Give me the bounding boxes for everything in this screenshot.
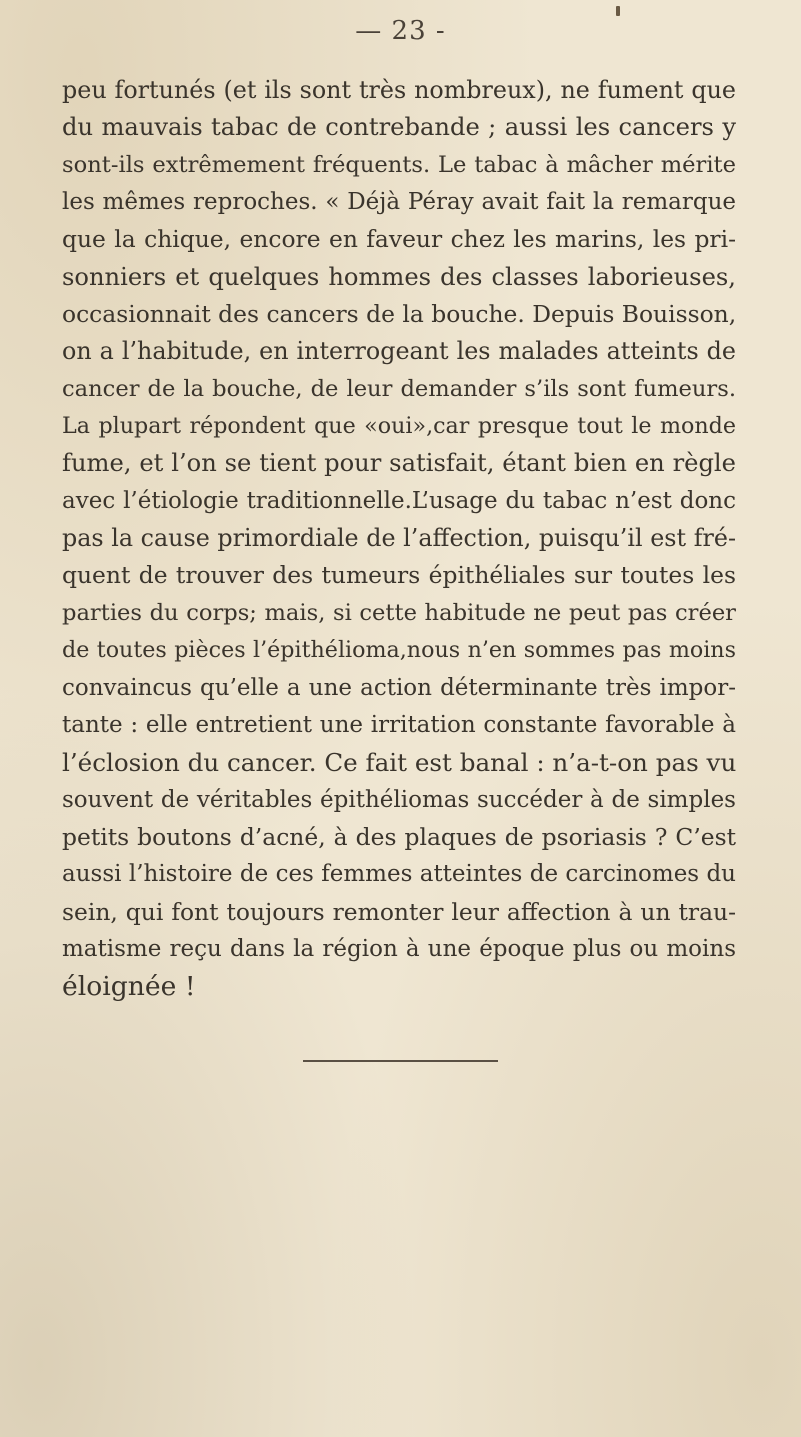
text-line: pas la cause primordiale de l’affection, puisqu’il est fré- <box>62 524 736 553</box>
text-line: les mêmes reproches. « Déjà Péray avait fait la remarque <box>62 189 736 216</box>
ink-speck <box>616 6 620 16</box>
text-line: l’éclosion du cancer. Ce fait est banal : n’a-t-on pas vu <box>62 748 737 778</box>
text-line: La plupart répondent que «oui»,car presque tout le monde <box>62 413 736 440</box>
text-line: fume, et l’on se tient pour satisfait, étant bien en règle <box>62 449 736 478</box>
section-divider <box>303 1060 498 1062</box>
text-line: cancer de la bouche, de leur demander s’ils sont fumeurs. <box>62 375 736 402</box>
text-line: peu fortunés (et ils sont très nombreux), ne fument que <box>62 76 736 104</box>
text-line: quent de trouver des tumeurs épithéliales sur toutes les <box>62 561 736 590</box>
text-line: tante : elle entretient une irritation constante favorable à <box>62 711 736 738</box>
text-line: sonniers et quelques hommes des classes laborieuses, <box>62 262 736 291</box>
text-line: que la chique, encore en faveur chez les marins, les pri- <box>62 225 736 254</box>
text-line: convaincus qu’elle a une action déterminante très impor- <box>62 674 736 701</box>
text-line: petits boutons d’acné, à des plaques de psoriasis ? C’est <box>62 822 736 851</box>
text-line: sein, qui font toujours remonter leur affection à un trau- <box>62 897 736 926</box>
body-paragraph <box>62 72 736 1006</box>
text-line: parties du corps; mais, si cette habitude ne peut pas créer <box>62 599 736 626</box>
text-line: éloignée ! <box>62 971 196 1003</box>
text-line: souvent de véritables épithéliomas succéder à de simples <box>62 786 736 813</box>
text-line: du mauvais tabac de contrebande ; aussi les cancers y <box>62 113 736 142</box>
text-line: avec l’étiologie traditionnelle.L’usage du tabac n’est donc <box>62 487 736 514</box>
text-line: on a l’habitude, en interrogeant les malades atteints de <box>62 337 736 366</box>
page-number: — 23 - <box>355 16 446 46</box>
text-line: sont-ils extrêmement fréquents. Le tabac à mâcher mérite <box>62 151 736 178</box>
text-line: de toutes pièces l’épithélioma,nous n’en sommes pas moins <box>62 637 736 664</box>
text-line: matisme reçu dans la région à une époque plus ou moins <box>62 935 736 962</box>
text-line: occasionnait des cancers de la bouche. Depuis Bouisson, <box>62 300 737 329</box>
text-line: aussi l’histoire de ces femmes atteintes de carcinomes du <box>62 861 736 888</box>
